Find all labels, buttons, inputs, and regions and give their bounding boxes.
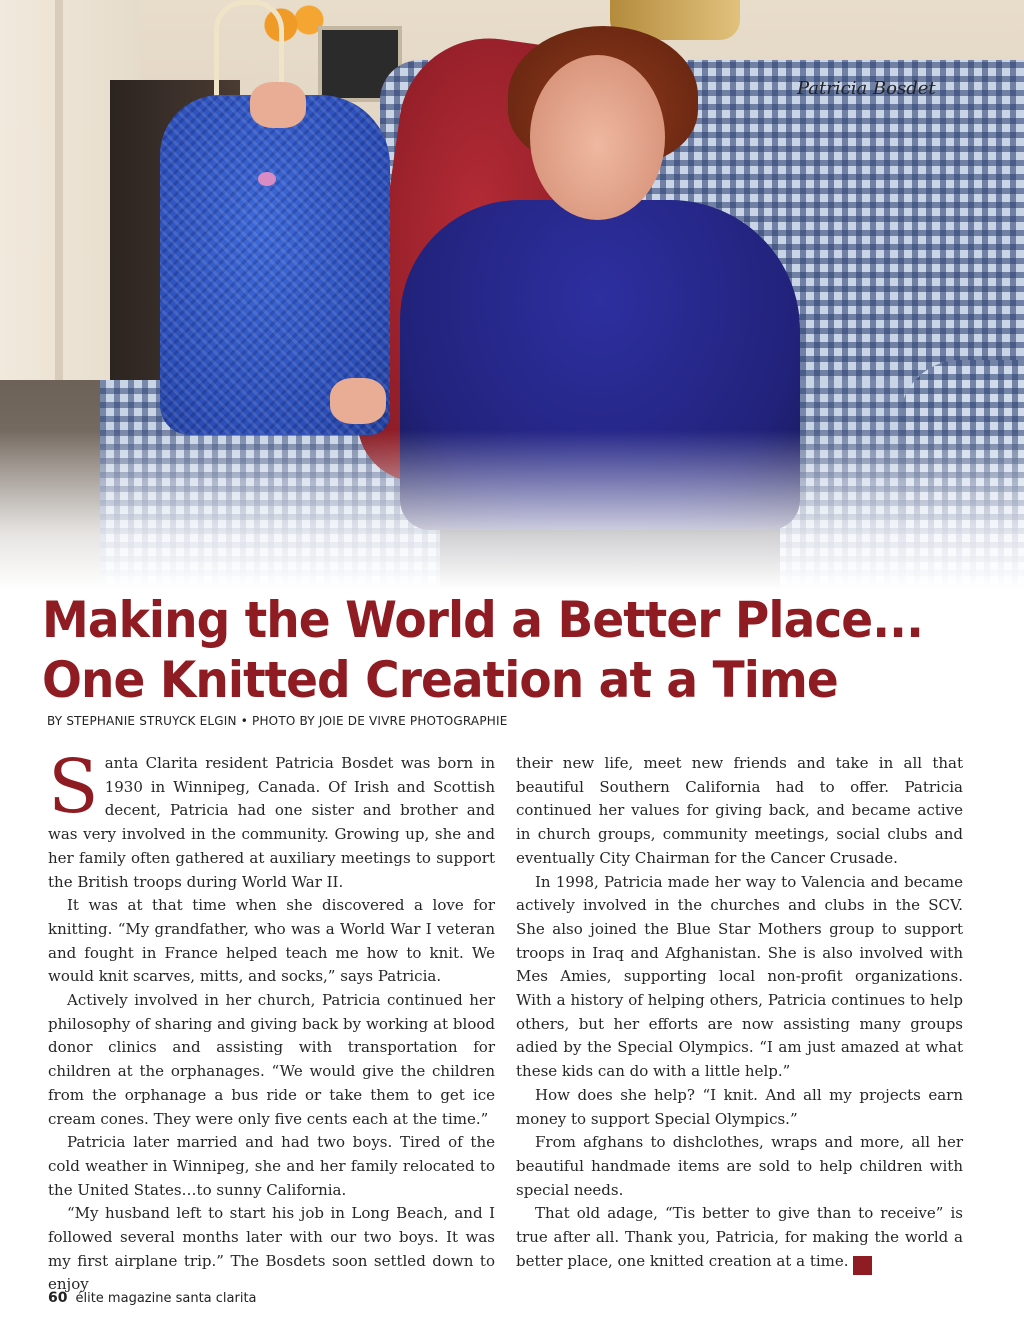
photo-hand-upper bbox=[250, 82, 306, 128]
paragraph: Santa Clarita resident Patricia Bosdet was born in 1930 in Winnipeg, Canada. Of Irish and Scottish decent, Patricia had one sister and brother and was very involved in the community. Growing up, she and her family often gathered at auxiliary meetings to support the British troops during World War II. bbox=[48, 744, 495, 891]
paragraph: Patricia later married and had two boys. Tired of the cold weather in Winnipeg, she and her family relocated to the United States…to sunny California. bbox=[48, 1133, 495, 1199]
paragraph: “My husband left to start his job in Long Beach, and I followed several months later with our two boys. It was my first airplane trip.” The Bosdets soon settled down to enjoy bbox=[48, 1204, 495, 1294]
article-photo bbox=[0, 0, 1024, 590]
photo-person-face bbox=[530, 55, 665, 220]
paragraph: Actively involved in her church, Patricia continued her philosophy of sharing and giving back by working at blood donor clinics and assisting with transportation for children at the orphanages. “We would give the children from the orphanage a bus ride or take them to get ice cream cones. They were only five cents each at the time.” bbox=[48, 991, 495, 1128]
paragraph: How does she help? “I knit. And all my projects earn money to support Special Olympics.” bbox=[516, 1085, 963, 1128]
paragraph: That old adage, “Tis better to give than to receive” is true after all. Thank you, Patricia, for making the world a better place, one knitted creation at a time. é bbox=[516, 1204, 963, 1273]
article-byline: BY STEPHANIE STRUYCK ELGIN • PHOTO BY JOIE DE VIVRE PHOTOGRAPHIE bbox=[47, 714, 508, 728]
headline-line-2: One Knitted Creation at a Time bbox=[42, 651, 838, 709]
photo-sweater-bow bbox=[258, 172, 276, 186]
headline-line-1: Making the World a Better Place... bbox=[42, 591, 923, 649]
article-column-left bbox=[48, 744, 495, 1297]
article-headline bbox=[42, 590, 944, 710]
paragraph: In 1998, Patricia made her way to Valencia and became actively involved in the churches and clubs in the SCV. She also joined the Blue Star Mothers group to support troops in Iraq and Afghanistan. She is also involved with Mes Amies, supporting local non-profit organizations. With a history of helping others, Patricia continues to help others, but her efforts are now assisting many groups adied by the Special Olympics. “I am just amazed at what these kids can do with a little help.” bbox=[516, 872, 963, 1081]
article-column-right bbox=[516, 752, 963, 1275]
drop-cap: S bbox=[48, 744, 99, 830]
photo-door-frame bbox=[55, 0, 63, 400]
paragraph: From afghans to dishclothes, wraps and more, all her beautiful handmade items are sold to help children with special needs. bbox=[516, 1133, 963, 1199]
end-mark-icon: é bbox=[853, 1256, 872, 1275]
publication-name: élite magazine santa clarita bbox=[75, 1291, 257, 1306]
page-number: 60 bbox=[48, 1290, 68, 1306]
paragraph: their new life, meet new friends and take in all that beautiful Southern California had to offer. Patricia continued her values for giving back, and became active in church groups, community meetings, social clubs and eventually City Chairman for the Cancer Crusade. bbox=[516, 754, 963, 867]
paragraph: It was at that time when she discovered a love for knitting. “My grandfather, who was a World War I veteran and fought in France helped teach me how to knit. We would knit scarves, mitts, and socks,” says Patricia. bbox=[48, 896, 495, 986]
photo-caption: Patricia Bosdet bbox=[797, 78, 936, 99]
photo-hand-lower bbox=[330, 378, 386, 424]
page-footer bbox=[48, 1290, 257, 1306]
photo-fade bbox=[0, 430, 1024, 590]
